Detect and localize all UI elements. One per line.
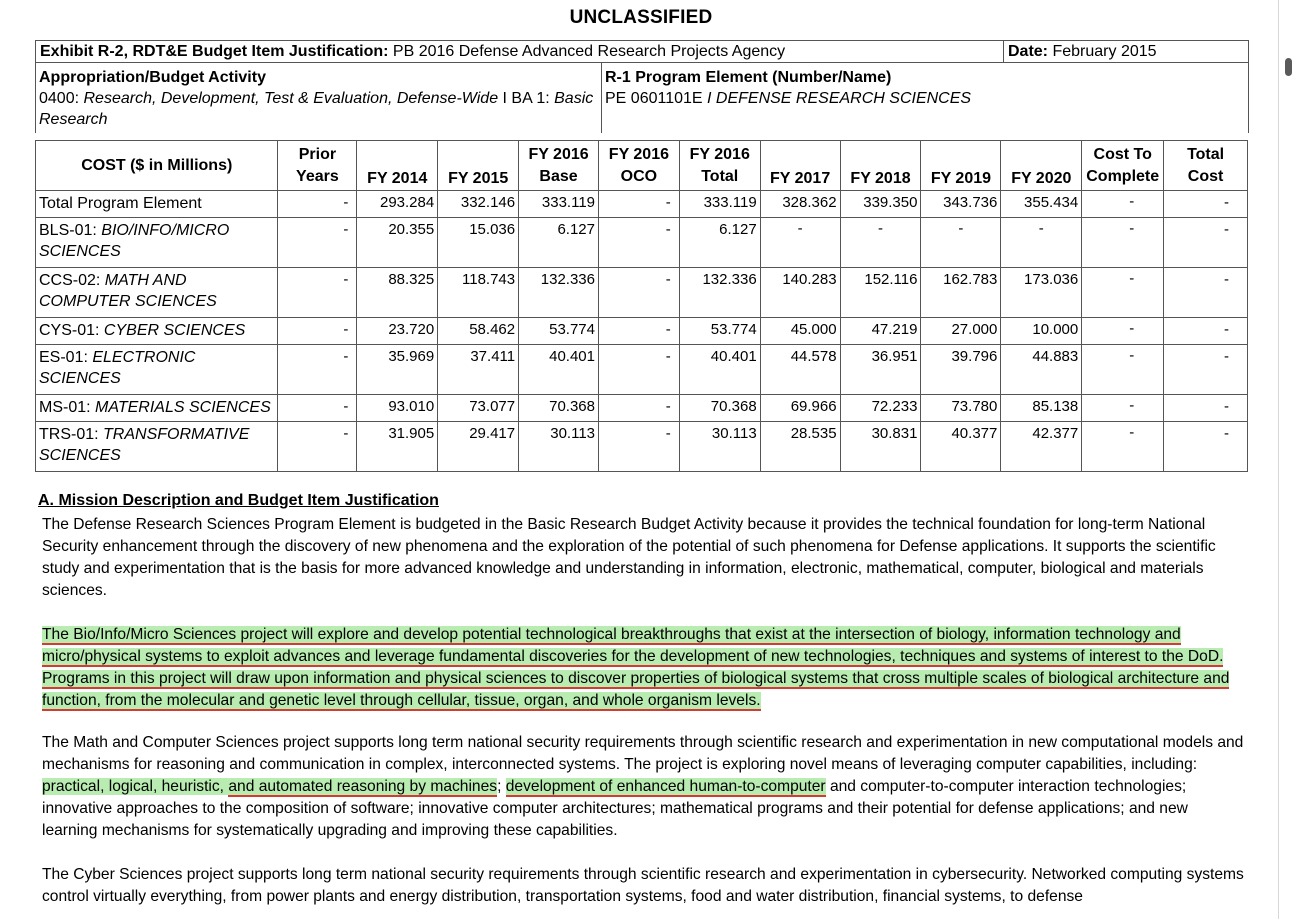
- row-name: MATERIALS SCIENCES: [95, 399, 271, 416]
- cell-ctc: -: [1082, 345, 1164, 395]
- program-element-label: R-1 Program Element (Number/Name): [605, 69, 892, 86]
- row-code: ES-01:: [39, 349, 93, 366]
- cell-total: -: [1164, 268, 1248, 318]
- date-value: February 2015: [1052, 43, 1157, 60]
- math-text-3: and computer-to-computer interaction technologies; innovative approaches to the composition of software; innovative computer architectures; mathematical programs and their potential for defense applications; and new learning mechanisms for systematically upgrading and improving these capabilities.: [42, 778, 1188, 839]
- cell-fy2014: 23.720: [357, 318, 438, 345]
- highlighted-text-human-computer: development of enhanced human-to-computer: [505, 778, 826, 795]
- cell-total: -: [1164, 218, 1248, 268]
- cell-fy2020: 173.036: [1001, 268, 1082, 318]
- cell-fy2018: 47.219: [840, 318, 921, 345]
- cell-prior: -: [278, 268, 357, 318]
- cell-fy2014: 93.010: [357, 395, 438, 422]
- cell-prior: -: [278, 395, 357, 422]
- date-label: Date:: [1008, 43, 1049, 60]
- cell-fy2018: 152.116: [840, 268, 921, 318]
- appropriation-name: Research, Development, Test & Evaluation, Defense-Wide: [83, 90, 499, 107]
- cell-fy2019: 343.736: [921, 191, 1001, 218]
- cell-fy2017: -: [760, 218, 840, 268]
- table-row: [36, 318, 1248, 345]
- cell-fy2014: 31.905: [357, 422, 438, 472]
- appropriation-label: Appropriation/Budget Activity: [39, 69, 266, 86]
- row-label: [36, 268, 278, 318]
- cell-fy2020: 10.000: [1001, 318, 1082, 345]
- cell-total2016: 70.368: [679, 395, 760, 422]
- header-fy2016-total: FY 2016 Total: [679, 141, 760, 191]
- cell-oco: -: [599, 268, 680, 318]
- program-element-name: DEFENSE RESEARCH SCIENCES: [715, 90, 972, 107]
- cell-total: -: [1164, 191, 1248, 218]
- cell-fy2018: 36.951: [840, 345, 921, 395]
- cell-base: 40.401: [519, 345, 599, 395]
- classification-banner: UNCLASSIFIED: [569, 7, 713, 28]
- cell-ctc: -: [1082, 268, 1164, 318]
- cell-total2016: 333.119: [679, 191, 760, 218]
- row-name: ELECTRONIC: [92, 349, 196, 366]
- header-fy2019: FY 2019: [921, 141, 1001, 191]
- cell-ctc: -: [1082, 318, 1164, 345]
- cell-total2016: 30.113: [679, 422, 760, 472]
- cell-prior: -: [278, 318, 357, 345]
- cell-fy2019: 162.783: [921, 268, 1001, 318]
- row-name: BIO/INFO/MICRO: [101, 222, 230, 239]
- paragraph-bio-info-micro: [38, 624, 1247, 712]
- header-fy2016-base: FY 2016 Base: [519, 141, 599, 191]
- cell-total2016: 6.127: [679, 218, 760, 268]
- paragraph-mission: The Defense Research Sciences Program Element is budgeted in the Basic Research Budget Activity because it provides the technical foundation for long-term National Security enhancement through the discovery of new phenomena and the exploration of the potential of such phenomena for Defense applications. It supports the scientific study and experimentation that is the basis for more advanced knowledge and understanding in information, electronic, mathematical, computer, biological and materials sciences.: [42, 516, 1216, 599]
- row-name: CYBER SCIENCES: [103, 322, 246, 339]
- cost-table-header: [36, 141, 1248, 191]
- cell-fy2017: 69.966: [760, 395, 840, 422]
- row-label: [36, 345, 278, 395]
- cell-oco: -: [599, 422, 680, 472]
- table-row: [36, 422, 1248, 472]
- cell-fy2014: 35.969: [357, 345, 438, 395]
- cell-ctc: -: [1082, 191, 1164, 218]
- cell-total: -: [1164, 345, 1248, 395]
- cell-fy2018: 72.233: [840, 395, 921, 422]
- cell-base: 132.336: [519, 268, 599, 318]
- cell-total2016: 132.336: [679, 268, 760, 318]
- cell-fy2015: 37.411: [438, 345, 519, 395]
- header-total-cost: Total Cost: [1164, 141, 1248, 191]
- cell-oco: -: [599, 395, 680, 422]
- cell-oco: -: [599, 318, 680, 345]
- row-code: TRS-01:: [39, 426, 104, 443]
- appropriation-code: 0400:: [39, 90, 80, 107]
- math-text-2: ;: [497, 778, 506, 795]
- cell-fy2017: 28.535: [760, 422, 840, 472]
- exhibit-date: [1004, 41, 1248, 62]
- cell-fy2019: -: [921, 218, 1001, 268]
- cell-fy2015: 15.036: [438, 218, 519, 268]
- cell-fy2020: 85.138: [1001, 395, 1082, 422]
- header-fy2016-oco: FY 2016 OCO: [599, 141, 680, 191]
- cell-fy2020: 42.377: [1001, 422, 1082, 472]
- row-label: [36, 218, 278, 268]
- row-name-continued: SCIENCES: [39, 370, 121, 387]
- cell-total2016: 53.774: [679, 318, 760, 345]
- header-fy2014: FY 2014: [357, 141, 438, 191]
- cell-fy2020: -: [1001, 218, 1082, 268]
- row-label: [36, 318, 278, 345]
- table-row: [36, 268, 1248, 318]
- cell-fy2019: 39.796: [921, 345, 1001, 395]
- section-a-title: A. Mission Description and Budget Item Justification: [38, 492, 439, 509]
- budget-activity: I BA 1:: [498, 90, 555, 107]
- exhibit-title: [36, 41, 1004, 62]
- table-row: [36, 395, 1248, 422]
- header-prior-years: Prior Years: [278, 141, 357, 191]
- cell-fy2017: 44.578: [760, 345, 840, 395]
- cell-fy2018: 30.831: [840, 422, 921, 472]
- row-label: [36, 422, 278, 472]
- cell-fy2015: 118.743: [438, 268, 519, 318]
- cell-fy2020: 44.883: [1001, 345, 1082, 395]
- cell-base: 70.368: [519, 395, 599, 422]
- cell-fy2015: 73.077: [438, 395, 519, 422]
- header-fy2020: FY 2020: [1001, 141, 1082, 191]
- table-row: [36, 191, 1248, 218]
- header-fy2015: FY 2015: [438, 141, 519, 191]
- cell-base: 333.119: [519, 191, 599, 218]
- exhibit-agency: PB 2016 Defense Advanced Research Projects Agency: [392, 43, 786, 60]
- paragraph-cyber: The Cyber Sciences project supports long term national security requirements through scientific research and experimentation in cybersecurity. Networked computing systems control virtually everything, from power plants and energy distribution, transportation systems, food and water distribution, financial systems, to defense: [42, 866, 1244, 905]
- cell-fy2014: 88.325: [357, 268, 438, 318]
- cell-base: 6.127: [519, 218, 599, 268]
- row-name: TRANSFORMATIVE: [103, 426, 250, 443]
- cell-fy2017: 45.000: [760, 318, 840, 345]
- cell-oco: -: [599, 345, 680, 395]
- budget-activity-basic: Basic: [554, 90, 594, 107]
- cell-ctc: -: [1082, 218, 1164, 268]
- scrollbar-thumb[interactable]: [1285, 58, 1292, 76]
- highlighted-text-bio: The Bio/Info/Micro Sciences project will explore and develop potential technological breakthroughs that exist at the intersection of biology, information technology and micro/physical systems to exploit advances and leverage fundamental discoveries for the development of new technologies, techniques and systems of interest to the DoD. Programs in this project will draw upon information and physical sciences to discover properties of biological systems that cross multiple scales of biological architecture and function, from the molecular and genetic level through cellular, tissue, organ, and whole organism levels.: [42, 626, 1230, 709]
- cell-fy2019: 40.377: [921, 422, 1001, 472]
- cost-table: [35, 140, 1248, 472]
- cell-fy2014: 293.284: [357, 191, 438, 218]
- appropriation-line2: Research: [39, 111, 108, 128]
- table-row: [36, 218, 1248, 268]
- math-text-1: The Math and Computer Sciences project supports long term national security requirements through scientific research and experimentation in new computational models and mechanisms for reasoning and communication in complex, interconnected systems. The project is exploring novel means of leveraging computer capabilities, including:: [42, 734, 1244, 773]
- appropriation-line1: [39, 88, 598, 109]
- header-cost: COST ($ in Millions): [36, 141, 278, 191]
- row-code: Total Program Element: [39, 195, 202, 212]
- row-name-continued: SCIENCES: [39, 447, 121, 464]
- cell-total: -: [1164, 318, 1248, 345]
- cell-fy2019: 73.780: [921, 395, 1001, 422]
- row-code: BLS-01:: [39, 222, 102, 239]
- cell-base: 30.113: [519, 422, 599, 472]
- program-element-sep: I: [702, 90, 716, 107]
- header-fy2018: FY 2018: [840, 141, 921, 191]
- cell-oco: -: [599, 191, 680, 218]
- cell-base: 53.774: [519, 318, 599, 345]
- exhibit-header-frame: [35, 40, 1249, 133]
- cell-ctc: -: [1082, 422, 1164, 472]
- vertical-scrollbar[interactable]: [1278, 0, 1295, 919]
- paragraph-math-computer: [38, 732, 1247, 842]
- program-element-code: PE 0601101E: [605, 90, 703, 107]
- row-name-continued: COMPUTER SCIENCES: [39, 293, 217, 310]
- header-cost-to-complete: Cost To Complete: [1082, 141, 1164, 191]
- cell-oco: -: [599, 218, 680, 268]
- cell-fy2018: -: [840, 218, 921, 268]
- header-fy2017: FY 2017: [760, 141, 840, 191]
- cell-fy2020: 355.434: [1001, 191, 1082, 218]
- row-label: [36, 191, 278, 218]
- cell-total: -: [1164, 422, 1248, 472]
- cell-fy2017: 328.362: [760, 191, 840, 218]
- cell-fy2017: 140.283: [760, 268, 840, 318]
- cell-prior: -: [278, 422, 357, 472]
- appropriation-cell: [36, 63, 602, 133]
- exhibit-label: Exhibit R-2, RDT&E Budget Item Justification:: [40, 43, 389, 60]
- highlighted-text-automated: and automated reasoning by machines: [228, 778, 498, 795]
- cell-fy2015: 58.462: [438, 318, 519, 345]
- cell-fy2018: 339.350: [840, 191, 921, 218]
- cell-fy2015: 332.146: [438, 191, 519, 218]
- row-label: [36, 395, 278, 422]
- cell-prior: -: [278, 218, 357, 268]
- cell-prior: -: [278, 191, 357, 218]
- table-row: [36, 345, 1248, 395]
- cell-fy2019: 27.000: [921, 318, 1001, 345]
- row-code: MS-01:: [39, 399, 96, 416]
- row-name-continued: SCIENCES: [39, 243, 121, 260]
- cell-total: -: [1164, 395, 1248, 422]
- highlighted-text-reasoning: practical, logical, heuristic,: [42, 778, 229, 795]
- cell-ctc: -: [1082, 395, 1164, 422]
- program-element-cell: [602, 63, 1248, 133]
- cell-prior: -: [278, 345, 357, 395]
- cell-fy2014: 20.355: [357, 218, 438, 268]
- cell-total2016: 40.401: [679, 345, 760, 395]
- row-code: CCS-02:: [39, 272, 105, 289]
- program-element-value: [605, 88, 1245, 109]
- row-code: CYS-01:: [39, 322, 104, 339]
- cell-fy2015: 29.417: [438, 422, 519, 472]
- row-name: MATH AND: [104, 272, 187, 289]
